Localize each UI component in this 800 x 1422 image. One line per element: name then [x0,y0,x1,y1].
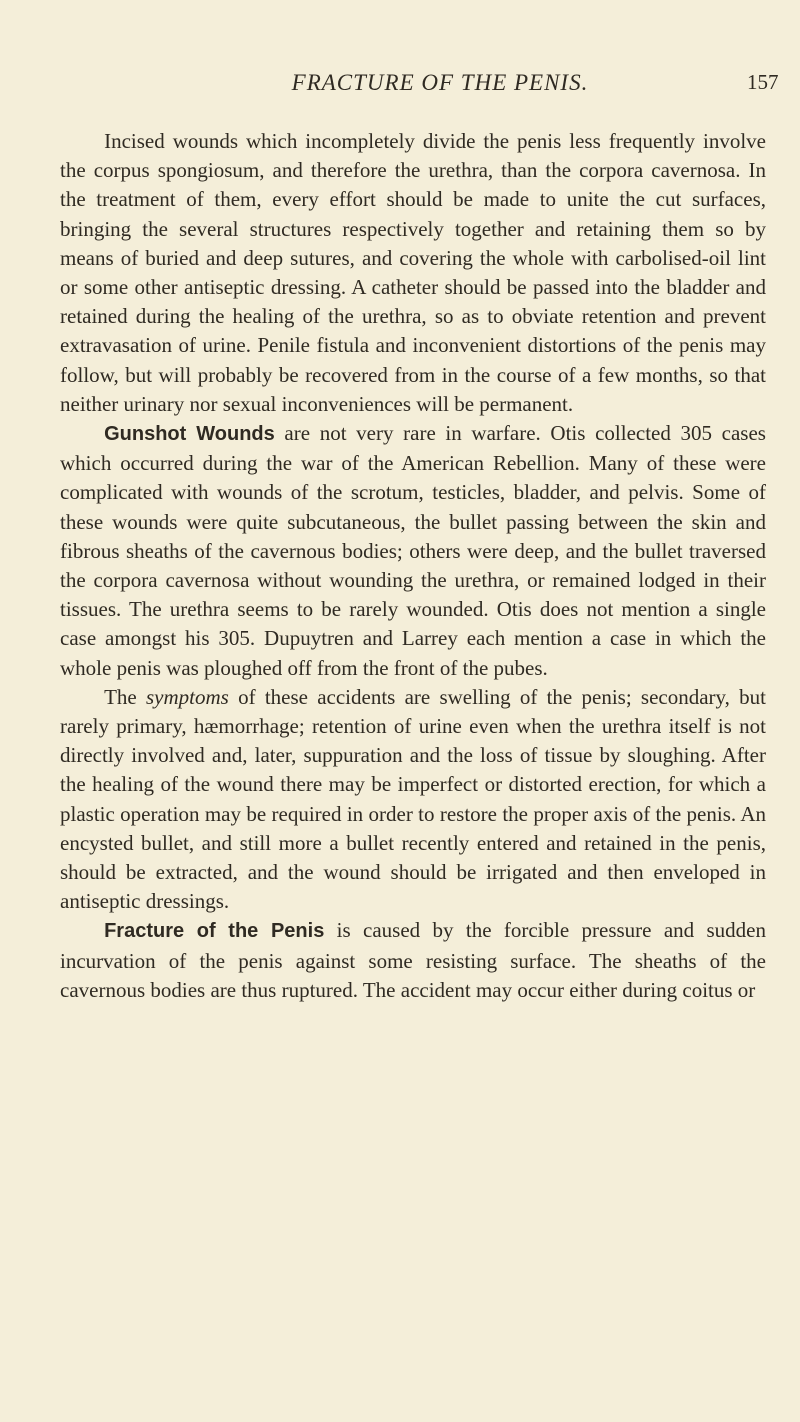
emphasis-symptoms: symptoms [146,684,229,709]
paragraph-symptoms [60,683,766,917]
paragraph-gunshot-wounds [60,419,766,683]
paragraph-text: of these accidents are swelling of the penis; secondary, but rarely primary, hæmorrhage; retention of urine even when the urethra itself is not directly involved and, later, suppuration and the loss of tissue by sloughing. After the healing of the wound there may be imperfect or distorted erection, for which a plastic operation may be required in order to restore the proper axis of the penis. An encysted bullet, and still more a bullet recently entered and retained in the penis, should be extracted, and the wound should be irrigated and then enveloped in antiseptic dressings. [60,684,766,914]
section-heading-fracture: Fracture of the Penis [104,920,325,943]
running-title: FRACTURE OF THE PENIS. [291,70,589,95]
page-number: 157 [747,70,779,94]
body-text [60,127,766,1005]
paragraph-lead: The [104,684,146,709]
section-heading-gunshot-wounds: Gunshot Wounds [104,423,275,446]
paragraph-text: are not very rare in warfare. Otis collected 305 cases which occurred during the war of the American Rebellion. Many of these were complicated with wounds of the scrotum, testicles, bladder, and pelvis. Some of these wounds were quite subcutaneous, the bullet passing between the skin and fibrous sheaths of the cavernous bodies; others were deep, and the bullet traversed the corpora cavernosa without wounding the urethra, or remained lodged in their tissues. The urethra seems to be rarely wounded. Otis does not mention a single case amongst his 305. Dupuytren and Larrey each mention a case in which the whole penis was ploughed off from the front of the pubes. [60,421,766,680]
paragraph-incised-wounds: Incised wounds which incompletely divide the penis less frequently involve the corpus spongiosum, and therefore the urethra, than the corpora cavernosa. In the treatment of them, every effort should be made to unite the cut surfaces, bringing the several structures respectively together and retaining them so by means of buried and deep sutures, and covering the whole with carbolised-oil lint or some other antiseptic dressing. A catheter should be passed into the bladder and retained during the healing of the urethra, so as to obviate retention and prevent extravasation of urine. Penile fistula and inconvenient distortions of the penis may follow, but will probably be recovered from in the course of a few months, so that neither urinary nor sexual inconveniences will be permanent. [60,129,766,416]
paragraph-text: is caused by the forcible pressure and sudden incurvation of the penis against some resisting surface. The sheaths of the cavernous bodies are thus ruptured. The accident may occur either during coitus or [60,918,766,1002]
paragraph-fracture-of-penis [60,916,766,1005]
